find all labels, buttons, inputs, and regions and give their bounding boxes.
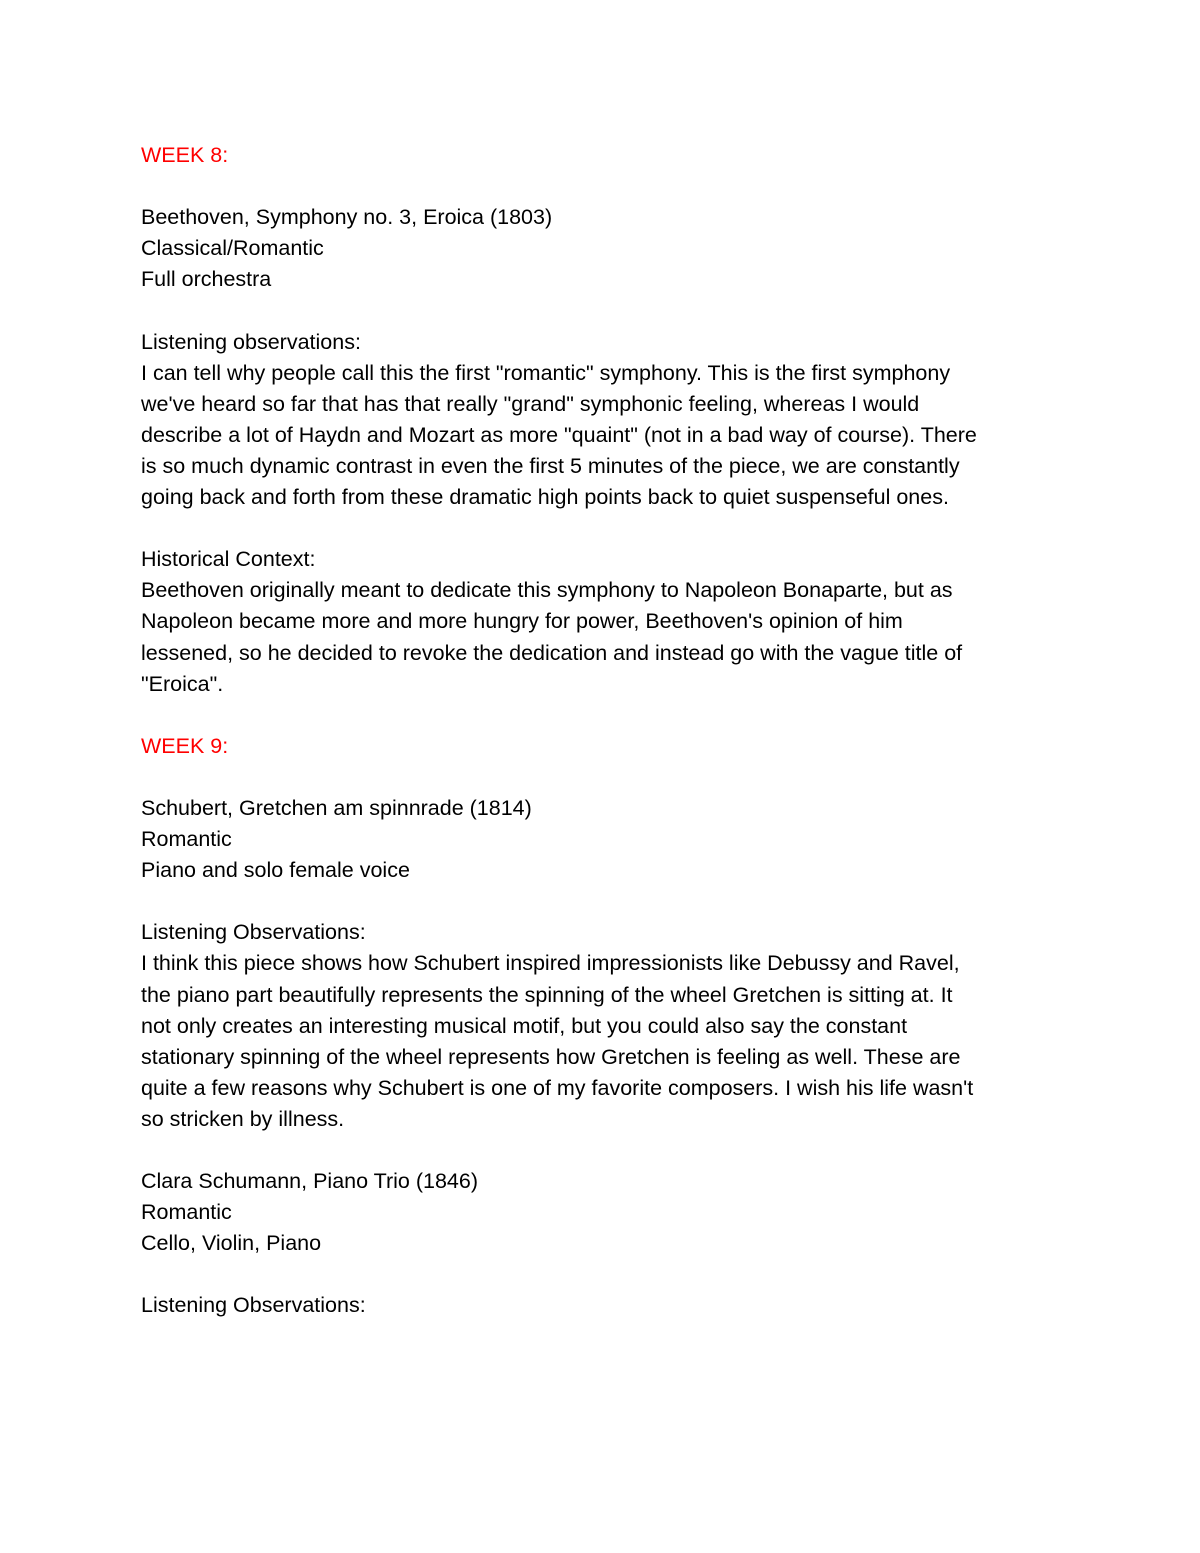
week-9-heading: WEEK 9: bbox=[141, 733, 229, 758]
observations-line: quite a few reasons why Schubert is one of my favorite composers. I wish his life wasn't bbox=[141, 1075, 974, 1100]
piece-period: Romantic bbox=[141, 827, 232, 852]
observations-line: going back and forth from these dramatic high points back to quiet suspenseful ones. bbox=[141, 485, 949, 510]
observations-label: Listening Observations: bbox=[141, 1293, 366, 1318]
observations-line: we've heard so far that has that really "grand" symphonic feeling, whereas I would bbox=[141, 391, 920, 416]
observations-line: I think this piece shows how Schubert inspired impressionists like Debussy and Ravel, bbox=[141, 951, 960, 976]
context-line: lessened, so he decided to revoke the dedication and instead go with the vague title of bbox=[141, 640, 963, 665]
spacer bbox=[141, 762, 1071, 793]
spacer bbox=[141, 886, 1071, 917]
piece-title: Schubert, Gretchen am spinnrade (1814) bbox=[141, 795, 532, 820]
context-label: Historical Context: bbox=[141, 547, 316, 572]
document-page bbox=[141, 140, 1071, 1322]
spacer bbox=[141, 1259, 1071, 1290]
spacer bbox=[141, 295, 1071, 326]
piece-instrumentation: Full orchestra bbox=[141, 267, 272, 292]
piece-instrumentation: Cello, Violin, Piano bbox=[141, 1231, 322, 1256]
observations-line: so stricken by illness. bbox=[141, 1106, 345, 1131]
observations-label: Listening observations: bbox=[141, 329, 361, 354]
observations-line: the piano part beautifully represents the spinning of the wheel Gretchen is sitting at. It bbox=[141, 982, 953, 1007]
piece-title: Clara Schumann, Piano Trio (1846) bbox=[141, 1169, 479, 1194]
piece-instrumentation: Piano and solo female voice bbox=[141, 858, 410, 883]
observations-line: describe a lot of Haydn and Mozart as more "quaint" (not in a bad way of course). There bbox=[141, 422, 977, 447]
observations-line: stationary spinning of the wheel represents how Gretchen is feeling as well. These are bbox=[141, 1044, 961, 1069]
spacer bbox=[141, 1135, 1071, 1166]
piece-period: Classical/Romantic bbox=[141, 236, 324, 261]
spacer bbox=[141, 513, 1071, 544]
spacer bbox=[141, 171, 1071, 202]
context-line: "Eroica". bbox=[141, 671, 224, 696]
observations-line: I can tell why people call this the first "romantic" symphony. This is the first symphony bbox=[141, 360, 951, 385]
observations-line: not only creates an interesting musical motif, but you could also say the constant bbox=[141, 1013, 908, 1038]
observations-label: Listening Observations: bbox=[141, 920, 366, 945]
context-line: Napoleon became more and more hungry for power, Beethoven's opinion of him bbox=[141, 609, 903, 634]
piece-period: Romantic bbox=[141, 1200, 232, 1225]
piece-title: Beethoven, Symphony no. 3, Eroica (1803) bbox=[141, 205, 553, 230]
spacer bbox=[141, 700, 1071, 731]
week-8-heading: WEEK 8: bbox=[141, 143, 229, 167]
observations-line: is so much dynamic contrast in even the first 5 minutes of the piece, we are constantly bbox=[141, 453, 960, 478]
context-line: Beethoven originally meant to dedicate this symphony to Napoleon Bonaparte, but as bbox=[141, 578, 953, 603]
